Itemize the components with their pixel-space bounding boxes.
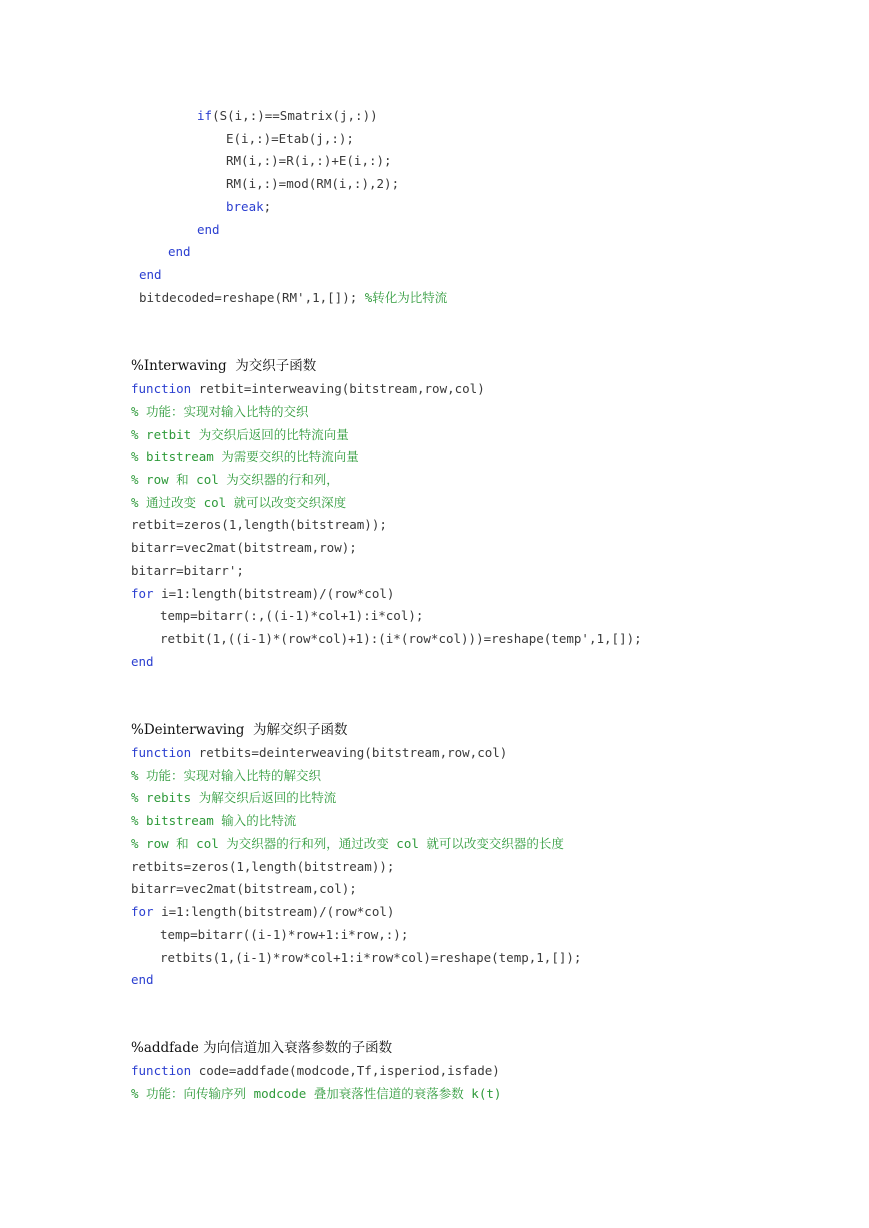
code-text: bitdecoded=reshape(RM',1,[]); [139,290,365,305]
comment: % 通过改变 col 就可以改变交织深度 [131,495,347,510]
code-line [131,404,309,420]
code-text: code=addfade(modcode,Tf,isperiod,isfade) [191,1063,500,1078]
code-line [131,540,357,556]
comment: % 功能：实现对输入比特的解交织 [131,768,322,783]
code-line [131,381,485,397]
comment: % 功能：向传输序列 modcode 叠加衰落性信道的衰落参数 k(t) [131,1086,502,1101]
section-heading [131,722,348,738]
code-line [131,881,357,897]
code-line [131,449,359,465]
section-heading [131,358,316,374]
code-line [131,904,394,920]
keyword: for [131,586,154,601]
code-line [131,517,387,533]
code-text: retbit=interweaving(bitstream,row,col) [191,381,485,396]
code-line [131,790,336,806]
heading-text: %Deinterwaving 为解交织子函数 [131,722,348,738]
heading-text: %addfade 为向信道加入衰落参数的子函数 [131,1040,393,1056]
comment: %转化为比特流 [364,290,448,305]
comment: % rebits 为解交织后返回的比特流 [131,790,337,805]
code-line [197,108,378,124]
code-line [131,427,349,443]
code-line [131,1063,500,1079]
keyword: function [131,1063,192,1078]
code-text: temp=bitarr((i-1)*row+1:i*row,:); [160,927,409,942]
code-line [131,1086,501,1102]
comment: % retbit 为交织后返回的比特流向量 [131,427,349,442]
code-text: ; [263,199,272,214]
code-line [131,745,507,761]
code-line [131,768,321,784]
code-line [131,586,394,602]
keyword: end [131,972,154,987]
keyword: function [131,381,192,396]
keyword: for [131,904,154,919]
code-text: i=1:length(bitstream)/(row*col) [153,586,395,601]
code-line [197,222,220,238]
code-line [131,495,346,511]
code-line [131,472,339,488]
code-text: retbits=deinterweaving(bitstream,row,col) [191,745,508,760]
code-text: i=1:length(bitstream)/(row*col) [153,904,395,919]
code-line [131,859,394,875]
code-line [131,563,244,579]
code-line [226,131,354,147]
code-line [131,972,154,988]
section-heading [131,1040,392,1056]
keyword: end [139,267,162,282]
code-text: bitarr=vec2mat(bitstream,col); [131,881,357,896]
code-text: retbit(1,((i-1)*(row*col)+1):(i*(row*col)))=reshape(temp',1,[]); [160,631,642,646]
comment: % bitstream 输入的比特流 [131,813,297,828]
code-text: (S(i,:)==Smatrix(j,:)) [212,108,378,123]
code-text: RM(i,:)=R(i,:)+E(i,:); [226,153,392,168]
code-line [226,199,271,215]
code-line [131,813,296,829]
keyword: end [131,654,154,669]
keyword: end [168,244,191,259]
code-line [139,290,447,306]
code-line [160,950,581,966]
code-text: E(i,:)=Etab(j,:); [226,131,354,146]
code-text: retbits(1,(i-1)*row*col+1:i*row*col)=reshape(temp,1,[]); [160,950,582,965]
keyword: function [131,745,192,760]
comment: % row 和 col 为交织器的行和列， [131,472,339,487]
code-text: bitarr=vec2mat(bitstream,row); [131,540,357,555]
code-line [168,244,191,260]
code-text: retbit=zeros(1,length(bitstream)); [131,517,387,532]
code-line [160,608,423,624]
comment: % row 和 col 为交织器的行和列，通过改变 col 就可以改变交织器的长度 [131,836,564,851]
heading-text: %Interwaving 为交织子函数 [131,358,317,374]
code-line [226,153,392,169]
code-text: retbits=zeros(1,length(bitstream)); [131,859,395,874]
keyword: end [197,222,220,237]
comment: % 功能：实现对输入比特的交织 [131,404,309,419]
keyword: break [226,199,264,214]
code-line [160,927,408,943]
keyword: if [197,108,213,123]
code-line [139,267,162,283]
code-line [131,654,154,670]
code-line [131,836,564,852]
code-line [226,176,399,192]
code-line [160,631,642,647]
comment: % bitstream 为需要交织的比特流向量 [131,449,359,464]
code-text: temp=bitarr(:,((i-1)*col+1):i*col); [160,608,424,623]
code-text: bitarr=bitarr'; [131,563,244,578]
code-text: RM(i,:)=mod(RM(i,:),2); [226,176,400,191]
